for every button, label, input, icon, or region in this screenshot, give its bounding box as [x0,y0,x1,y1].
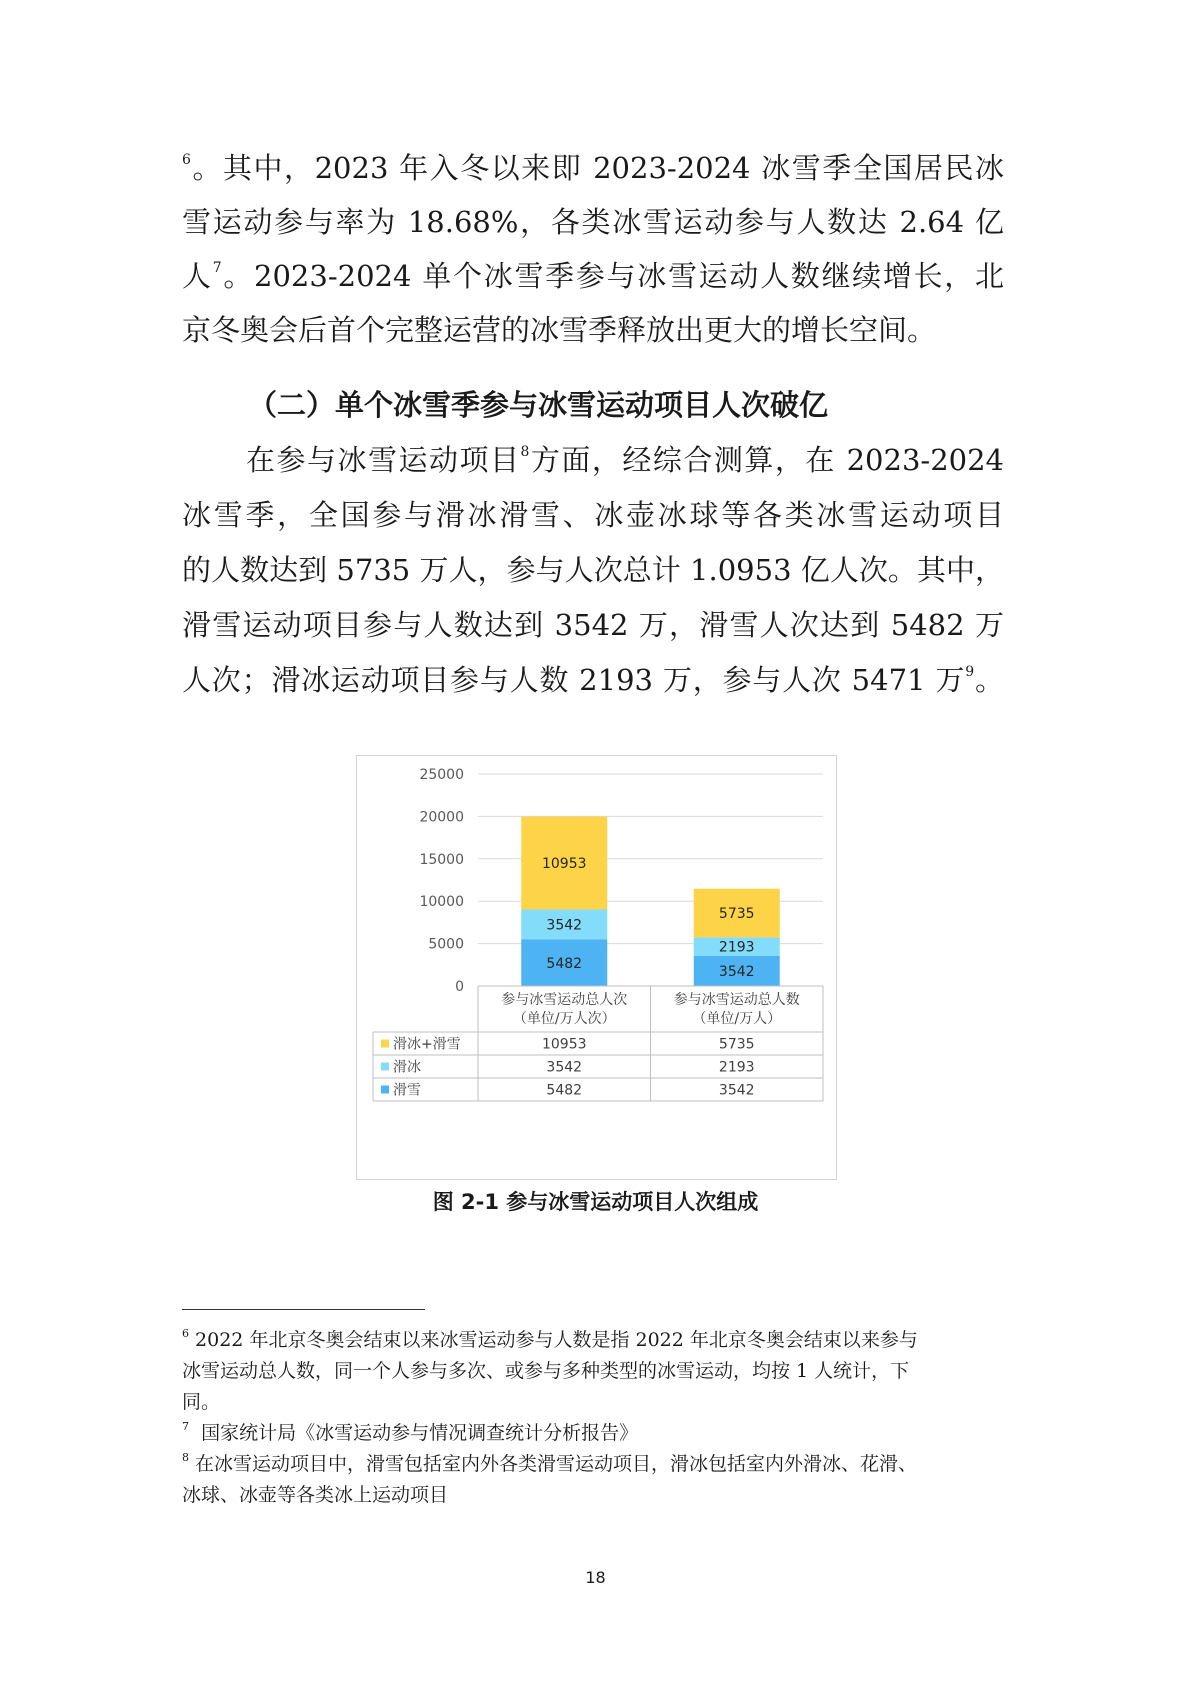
footnote-ref[interactable]: 9 [965,664,975,680]
footnote-text: 在冰雪运动项目中，滑雪包括室内外各类滑雪运动项目，滑冰包括室内外滑冰、花滑、 [195,1453,918,1475]
text-line [182,495,1004,535]
footnote-ref[interactable]: 6 [182,152,191,168]
line-text: 。 [974,663,1004,697]
y-tick-label: 25000 [419,767,464,783]
line-text: 的人数达到 5735 万人，参与人次总计 1.0953 亿人次。其中， [182,553,1004,587]
data-label: 3542 [718,963,755,980]
text-line [182,256,1004,296]
footnote-number: 6 [182,1327,189,1340]
line-text: 。其中，2023 年入冬以来即 2023-2024 冰雪季全国居民冰 [190,151,1004,185]
y-tick-label: 5000 [428,936,464,953]
figure-caption: 图 2-1 参与冰雪运动项目人次组成 [432,1190,759,1214]
chart-figure [356,755,837,1180]
legend-swatch [381,1040,389,1048]
line-text: 人次；滑冰运动项目参与人数 2193 万，参与人次 5471 万 [182,663,966,697]
footnote-line [182,1449,1012,1480]
data-label: 10953 [541,856,587,873]
footnote-divider [182,1309,425,1310]
section-heading: （二）单个冰雪季参与冰雪运动项目人次破亿 [248,388,829,422]
footnote-text: 国家统计局《冰雪运动参与情况调查统计分析报告》 [201,1422,639,1444]
line-text: 雪运动参与率为 18.68%，各类冰雪运动参与人数达 2.64 亿 [182,205,1004,239]
text-line [182,605,1004,645]
line-text: 方面，经综合测算，在 2023-2024 [529,443,1004,477]
footnote-6 [182,1325,1012,1418]
line-text: 在参与冰雪运动项目 [246,443,521,477]
text-line [182,310,1004,350]
text-line [182,550,1004,590]
table-cell: 3542 [546,1059,583,1076]
stacked-bar-chart [357,756,836,1179]
legend-swatch [381,1086,389,1094]
footnote-line: 同。 [182,1391,221,1413]
line-text: 京冬奥会后首个完整运营的冰雪季释放出更大的增长空间。 [182,313,937,347]
legend-label: 滑冰 [393,1059,421,1076]
footnote-ref[interactable]: 8 [520,444,530,460]
footnote-line [182,1325,1012,1356]
data-label: 2193 [718,939,755,956]
footnote-number: 7 [182,1420,189,1433]
line-text: 冰雪季，全国参与滑冰滑雪、冰壶冰球等各类冰雪运动项目 [182,498,1004,532]
footnote-line: 冰雪运动总人数，同一个人参与多次、或参与多种类型的冰雪运动，均按 1 人统计，下 [182,1360,910,1382]
legend-swatch [381,1063,389,1071]
page-number: 18 [585,1568,606,1587]
category-label: （单位/万人） [692,1011,782,1027]
footnote-7 [182,1418,1012,1449]
category-label: 参与冰雪运动总人数 [673,992,800,1008]
data-label: 5735 [718,906,755,923]
table-cell: 5482 [546,1082,583,1099]
line-text: 人 [182,259,213,293]
table-cell: 10953 [541,1036,587,1053]
legend-label: 滑雪 [393,1082,421,1099]
table-cell: 3542 [718,1082,755,1099]
data-label: 5482 [546,955,583,972]
legend-label: 滑冰+滑雪 [393,1036,461,1053]
footnote-line: 冰球、冰壶等各类冰上运动项目 [182,1484,449,1506]
footnote-ref[interactable]: 7 [212,260,222,276]
category-label: 参与冰雪运动总人次 [501,992,628,1008]
text-line [246,440,1004,480]
y-tick-label: 15000 [419,851,464,868]
footnote-8 [182,1449,1012,1511]
footnote-text: 2022 年北京冬奥会结束以来冰雪运动参与人数是指 2022 年北京冬奥会结束以来参与 [195,1329,918,1351]
y-tick-label: 0 [455,979,464,995]
y-tick-label: 10000 [419,894,464,911]
category-label: （单位/万人次） [512,1011,616,1027]
footnote-line [182,1418,1012,1449]
footnote-number: 8 [182,1451,189,1464]
line-text: 。2023-2024 单个冰雪季参与冰雪运动人数继续增长，北 [221,259,1004,293]
line-text: 滑雪运动项目参与人数达到 3542 万，滑雪人次达到 5482 万 [182,608,1004,642]
table-cell: 5735 [718,1036,755,1053]
text-line [182,148,1004,188]
y-tick-label: 20000 [419,809,464,826]
data-label: 3542 [546,917,583,934]
text-line [182,660,1004,700]
table-cell: 2193 [718,1059,755,1076]
text-line [182,202,1004,242]
